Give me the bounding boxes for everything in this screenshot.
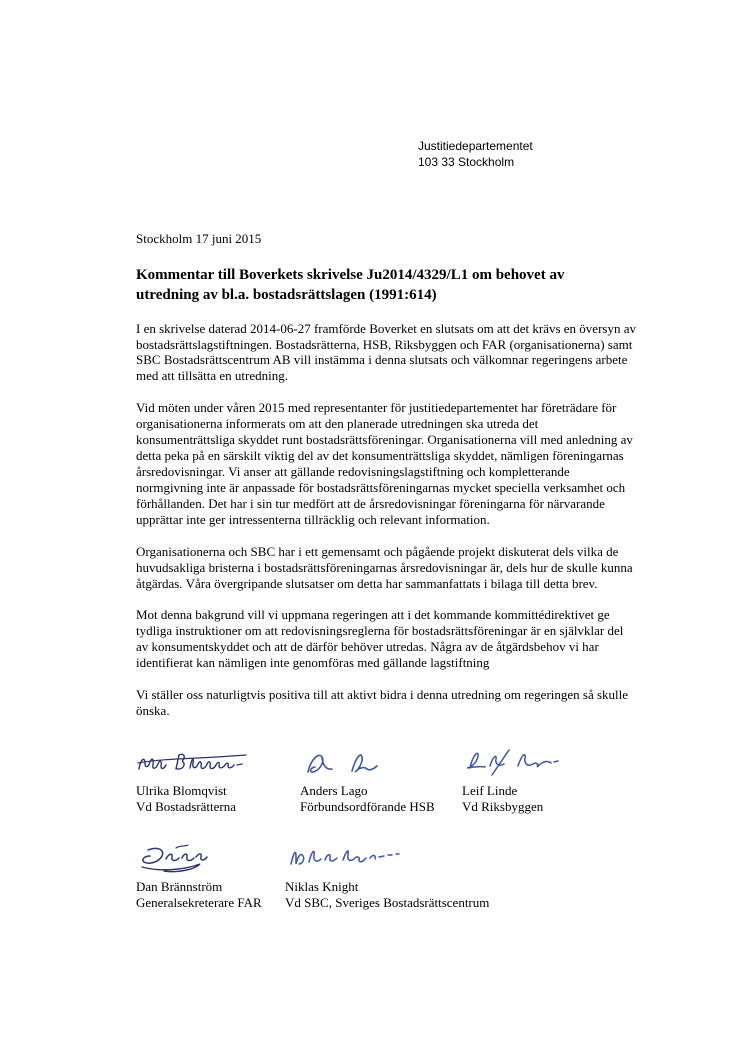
signatory-name: Anders Lago (300, 782, 368, 798)
signatory-name: Leif Linde (462, 782, 518, 798)
recipient-address-block (418, 138, 533, 170)
signatory-title: Förbundsordförande HSB (300, 798, 435, 814)
letter-body (136, 231, 638, 911)
signatory-leif-linde (462, 735, 612, 815)
signatory-title: Vd Riksbyggen (462, 798, 544, 814)
recipient-line-2: 103 33 Stockholm (418, 155, 515, 169)
signature-ulrika-blomqvist-icon (136, 735, 300, 779)
signature-leif-linde-icon (462, 735, 612, 779)
paragraph-5: Vi ställer oss naturligtvis positiva till att aktivt bidra i denna utredning om regeringen så skulle önska. (136, 687, 629, 719)
paragraph-1: I en skrivelse daterad 2014-06-27 framförde Boverket en slutsats om att det krävs en översyn av bostadsrättslagstiftningen. Bostadsrätterna, HSB, Riksbyggen och FAR (organisationerna) samt SBC Bostadsrättscentrum AB vill instämma i denna slutsats och välkomnar regeringens arbete med att tillsätta en utredning. (136, 320, 636, 384)
paragraph-4: Mot denna bakgrund vill vi uppmana regeringen att i det kommande kommittédirektivet ge tydliga instruktioner om att redovisningsreglerna för bostadsrättsföreningar är en självklar del av konsumentskyddet och att de därför behöver utredas. Några av de åtgärdsbehov vi har identifierat kan nämligen inte genomföras med gällande lagstiftning (136, 607, 624, 671)
signature-row-1 (136, 735, 638, 815)
signatory-name: Dan Brännström (136, 878, 223, 894)
signatory-niklas-knight (285, 831, 489, 911)
signature-dan-brannstrom-icon (136, 831, 285, 875)
signatory-title: Generalsekreterare FAR (136, 894, 262, 910)
paragraph-2: Vid möten under våren 2015 med representanter för justitiedepartementet har företrädare för organisationerna informerats om att den planerade utredningen ska utreda det konsumenträttsliga skyddet runt bostadsrättsföreningar. Organisationerna vill med anledning av detta peka på en särskilt viktig del av det konsumenträttsliga skyddet, nämligen föreningarnas årsredovisningar. Vi anser att gällande redovisningslagstiftning och kompletterande normgivning inte är anpassade för bostadsrättsföreningarnas mycket speciella verksamhet och förhållanden. Det har i sin tur medfört att de årsredovisningar föreningarna för närvarande upprättar inte ger intressenterna tillräcklig och relevant information. (136, 400, 633, 527)
signatory-anders-lago (300, 735, 462, 815)
paragraph-3: Organisationerna och SBC har i ett gemensamt och pågående projekt diskuterat dels vilka de huvudsakliga bristerna i bostadsrättsföreningarnas årsredovisningar är, dels hur de skulle kunna åtgärdas. Våra övergripande slutsatser om detta har sammanfattats i bilaga till detta brev. (136, 543, 633, 591)
signatory-name: Niklas Knight (285, 878, 359, 894)
signature-anders-lago-icon (300, 735, 462, 779)
recipient-line-1: Justitiedepartementet (418, 139, 533, 153)
dateline: Stockholm 17 juni 2015 (136, 231, 262, 246)
signatory-dan-brannstrom (136, 831, 285, 911)
signatory-title: Vd SBC, Sveriges Bostadsrättscentrum (285, 894, 490, 910)
paragraphs-container (136, 321, 638, 719)
letter-heading: Kommentar till Boverkets skrivelse Ju2014/4329/L1 om behovet av utredning av bl.a. bostadsrättslagen (1991:614) (136, 267, 565, 303)
signatory-ulrika-blomqvist (136, 735, 300, 815)
signature-niklas-knight-icon (285, 831, 489, 875)
signatory-title: Vd Bostadsrätterna (136, 798, 237, 814)
signatory-name: Ulrika Blomqvist (136, 782, 227, 798)
signature-row-2 (136, 831, 638, 911)
